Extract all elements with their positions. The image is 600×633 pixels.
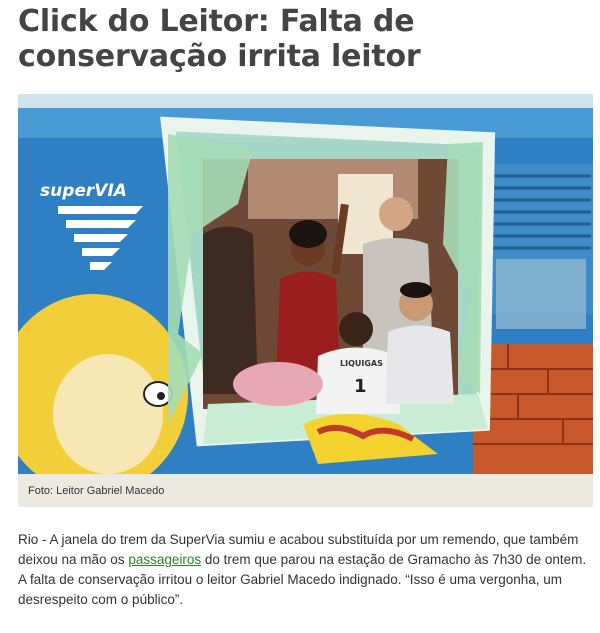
article-photo	[18, 94, 593, 474]
article-body	[18, 530, 588, 610]
train-logo-text: superVIA	[40, 181, 127, 201]
body-text-end: do trem que parou na estação de Gramacho às 7h30 de ontem. A falta de conservação irritou o leitor Gabriel Macedo indignado. “Isso é uma vergonha, um desrespeito com o público”.	[18, 552, 587, 607]
photo-figure	[18, 94, 593, 507]
shirt-text: LIQUIGAS	[340, 359, 383, 368]
photo-caption: Foto: Leitor Gabriel Macedo	[28, 485, 165, 497]
passageiros-link[interactable]: passageiros	[128, 552, 202, 567]
body-text-start: Rio - A janela do trem da SuperVia sumiu e acabou substituída por um remendo, que também deixou na mão os	[18, 532, 579, 567]
article-headline: Click do Leitor: Falta de conservação irrita leitor	[18, 4, 421, 74]
shirt-number: 1	[354, 376, 367, 397]
